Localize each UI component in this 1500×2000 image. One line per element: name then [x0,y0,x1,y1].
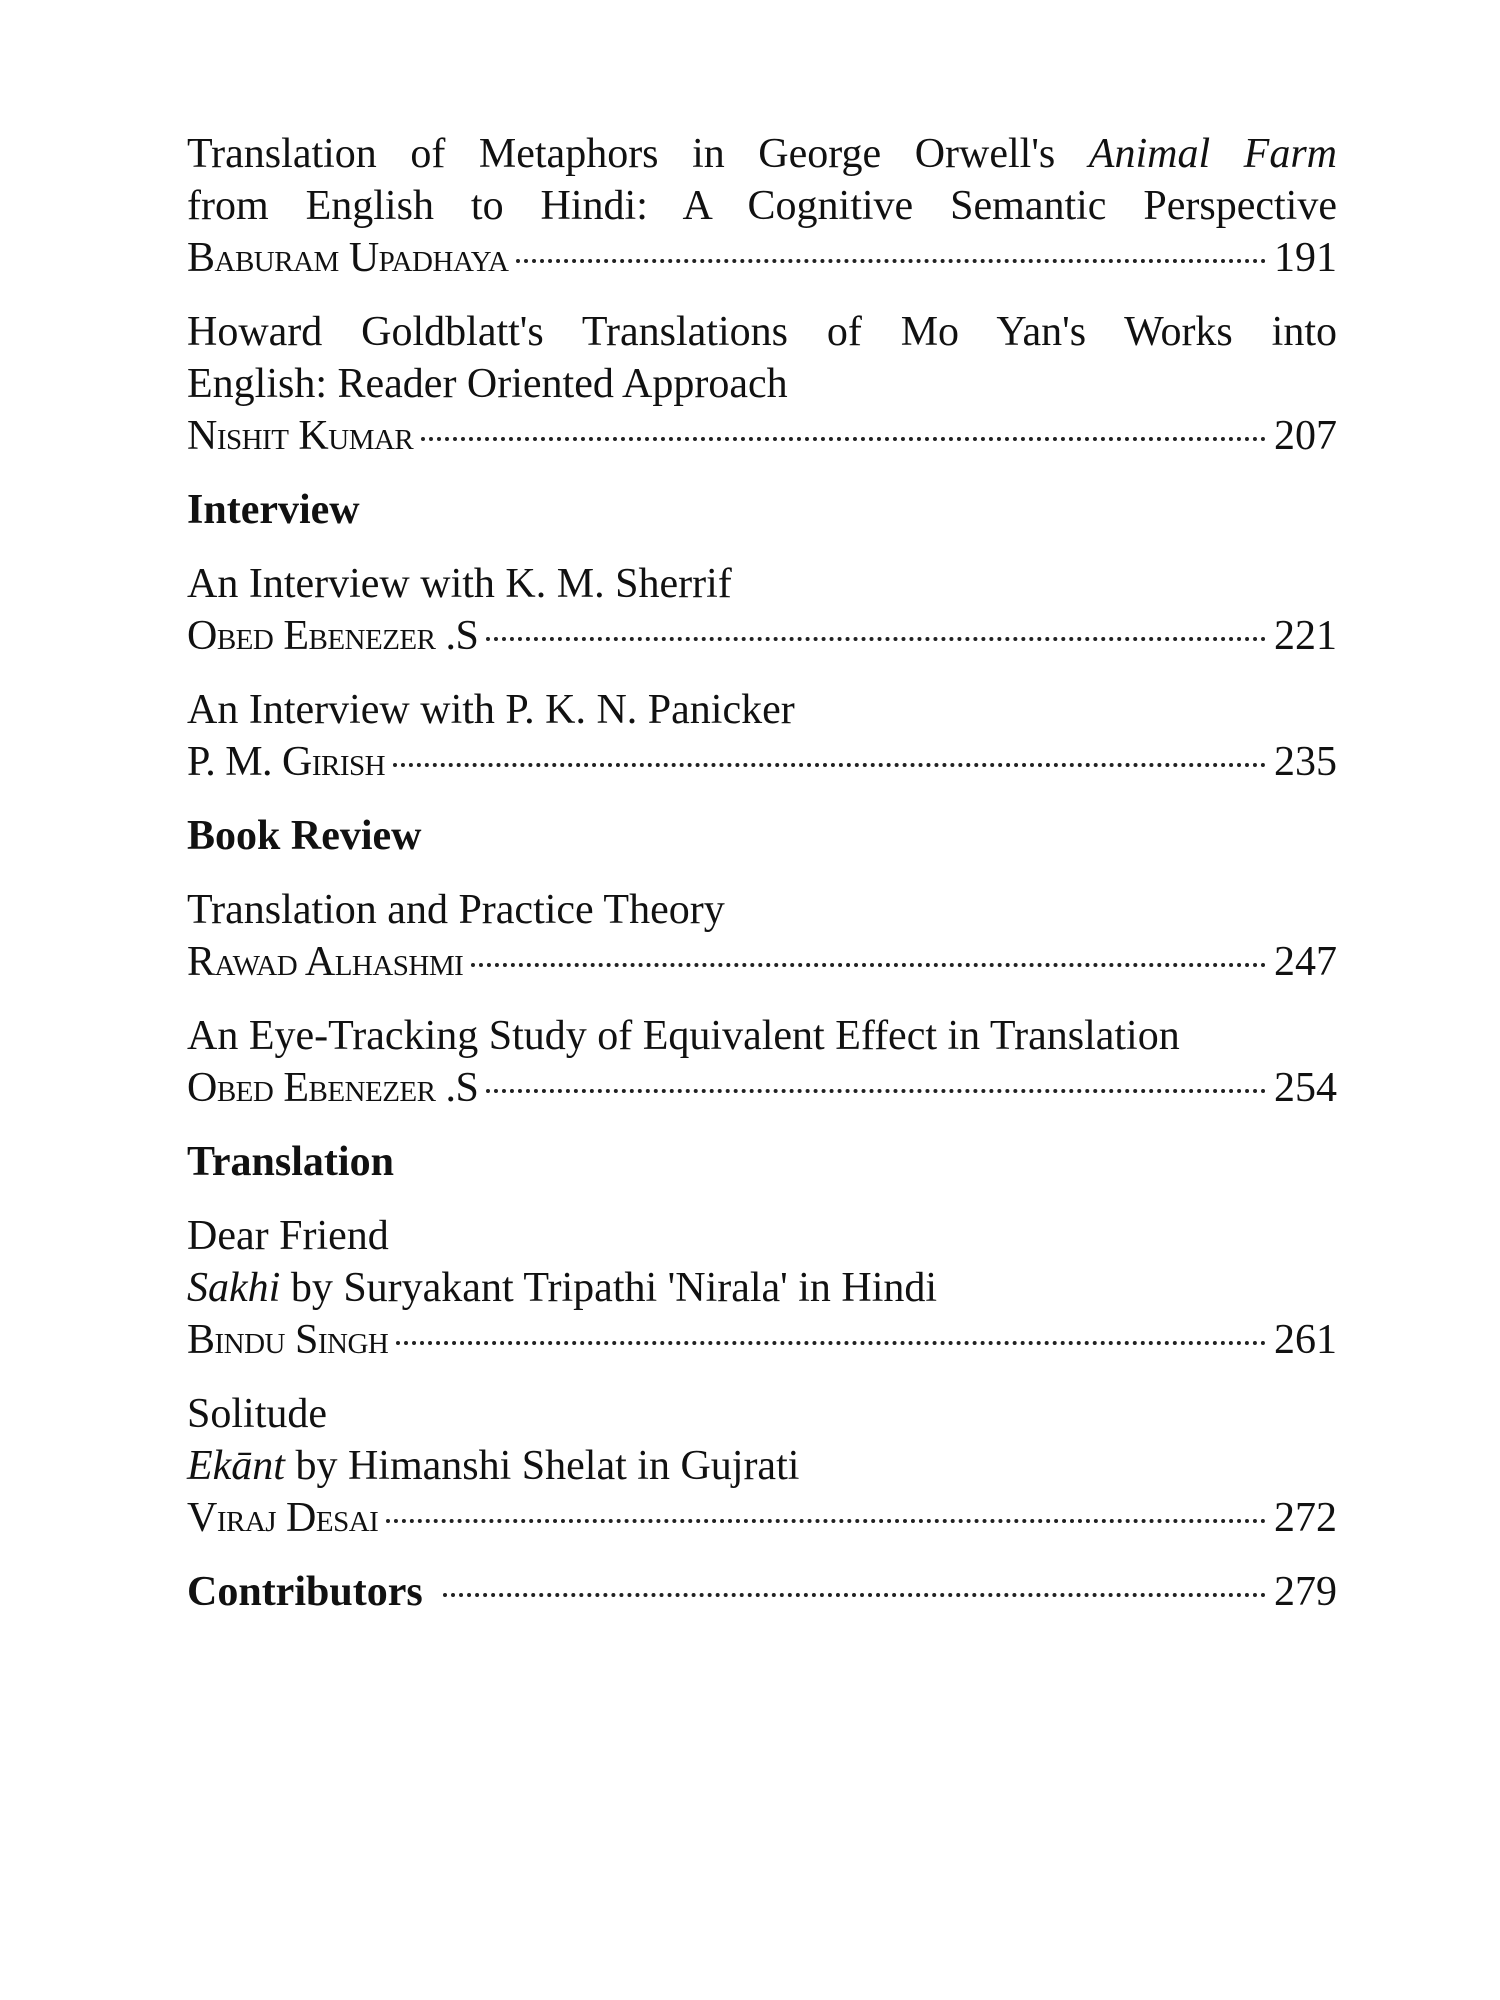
page-number: 191 [1274,235,1337,281]
toc-entry [187,1388,1337,1544]
title-text: Howard Goldblatt's Translations of Mo Yan's Works into [187,309,1337,355]
contributors-entry [187,1566,1337,1618]
dot-leader [393,763,1266,767]
dot-leader [471,963,1266,967]
author-name: Obed Ebenezer .S [187,1065,479,1111]
author-name: Obed Ebenezer .S [187,613,479,659]
toc-entry [187,884,1337,988]
table-of-contents [187,128,1337,1618]
entry-byline [187,610,1337,662]
dot-leader [421,437,1266,441]
toc-entry [187,1010,1337,1114]
title-text: Dear Friend [187,1213,389,1259]
entry-title-line [187,1210,1337,1262]
entry-byline [187,1062,1337,1114]
title-text: by Himanshi Shelat in Gujrati [284,1443,800,1489]
page-number: 279 [1274,1569,1337,1615]
section-heading: Book Review [187,813,422,859]
page-number: 272 [1274,1495,1337,1541]
title-text: An Eye-Tracking Study of Equivalent Effect in Translation [187,1013,1180,1059]
toc-entry [187,1210,1337,1366]
toc-entry [187,558,1337,662]
page-number: 247 [1274,939,1337,985]
title-text: Translation of Metaphors in George Orwell's [187,131,1089,177]
entry-title-line [187,128,1337,180]
entry-title-line [187,558,1337,610]
entry-byline [187,1314,1337,1366]
page-number: 207 [1274,413,1337,459]
entry-title-line [187,884,1337,936]
entry-title-line [187,180,1337,232]
author-name: P. M. Girish [187,739,386,785]
title-text: Solitude [187,1391,328,1437]
entry-byline [187,232,1337,284]
section-heading: Interview [187,487,360,533]
author-name: Rawad Alhashmi [187,939,464,985]
dot-leader [386,1519,1266,1523]
entry-title-line [187,1388,1337,1440]
entry-title-line [187,1010,1337,1062]
entry-title-line [187,684,1337,736]
title-italic-text: Sakhi [187,1265,281,1311]
dot-leader [396,1341,1266,1345]
entry-title-line [187,1440,1337,1492]
page-number: 261 [1274,1317,1337,1363]
toc-entry [187,684,1337,788]
title-text: An Interview with K. M. Sherrif [187,561,732,607]
title-text: from English to Hindi: A Cognitive Semantic Perspective [187,183,1337,229]
section-heading: Translation [187,1139,394,1185]
page-number: 235 [1274,739,1337,785]
entry-title-line [187,358,1337,410]
entry-title-line [187,1262,1337,1314]
author-name: Bindu Singh [187,1317,389,1363]
author-name: Viraj Desai [187,1495,379,1541]
title-text: Translation and Practice Theory [187,887,725,933]
dot-leader [486,1089,1266,1093]
page-number: 221 [1274,613,1337,659]
entry-byline [187,410,1337,462]
entry-byline [187,736,1337,788]
entry-byline [187,936,1337,988]
dot-leader [516,259,1266,263]
title-text: An Interview with P. K. N. Panicker [187,687,795,733]
entry-byline [187,1492,1337,1544]
entry-title-line [187,306,1337,358]
title-text: English: Reader Oriented Approach [187,361,788,407]
toc-entry [187,306,1337,462]
toc-entry [187,128,1337,284]
author-name: Nishit Kumar [187,413,414,459]
title-text: by Suryakant Tripathi 'Nirala' in Hindi [280,1265,938,1311]
title-italic-text: Ekānt [187,1443,285,1489]
title-italic-text: Animal Farm [1088,131,1338,177]
dot-leader [443,1593,1266,1597]
dot-leader [486,637,1266,641]
contributors-label: Contributors [187,1569,423,1615]
author-name: Baburam Upadhaya [187,235,509,281]
page-number: 254 [1274,1065,1337,1111]
